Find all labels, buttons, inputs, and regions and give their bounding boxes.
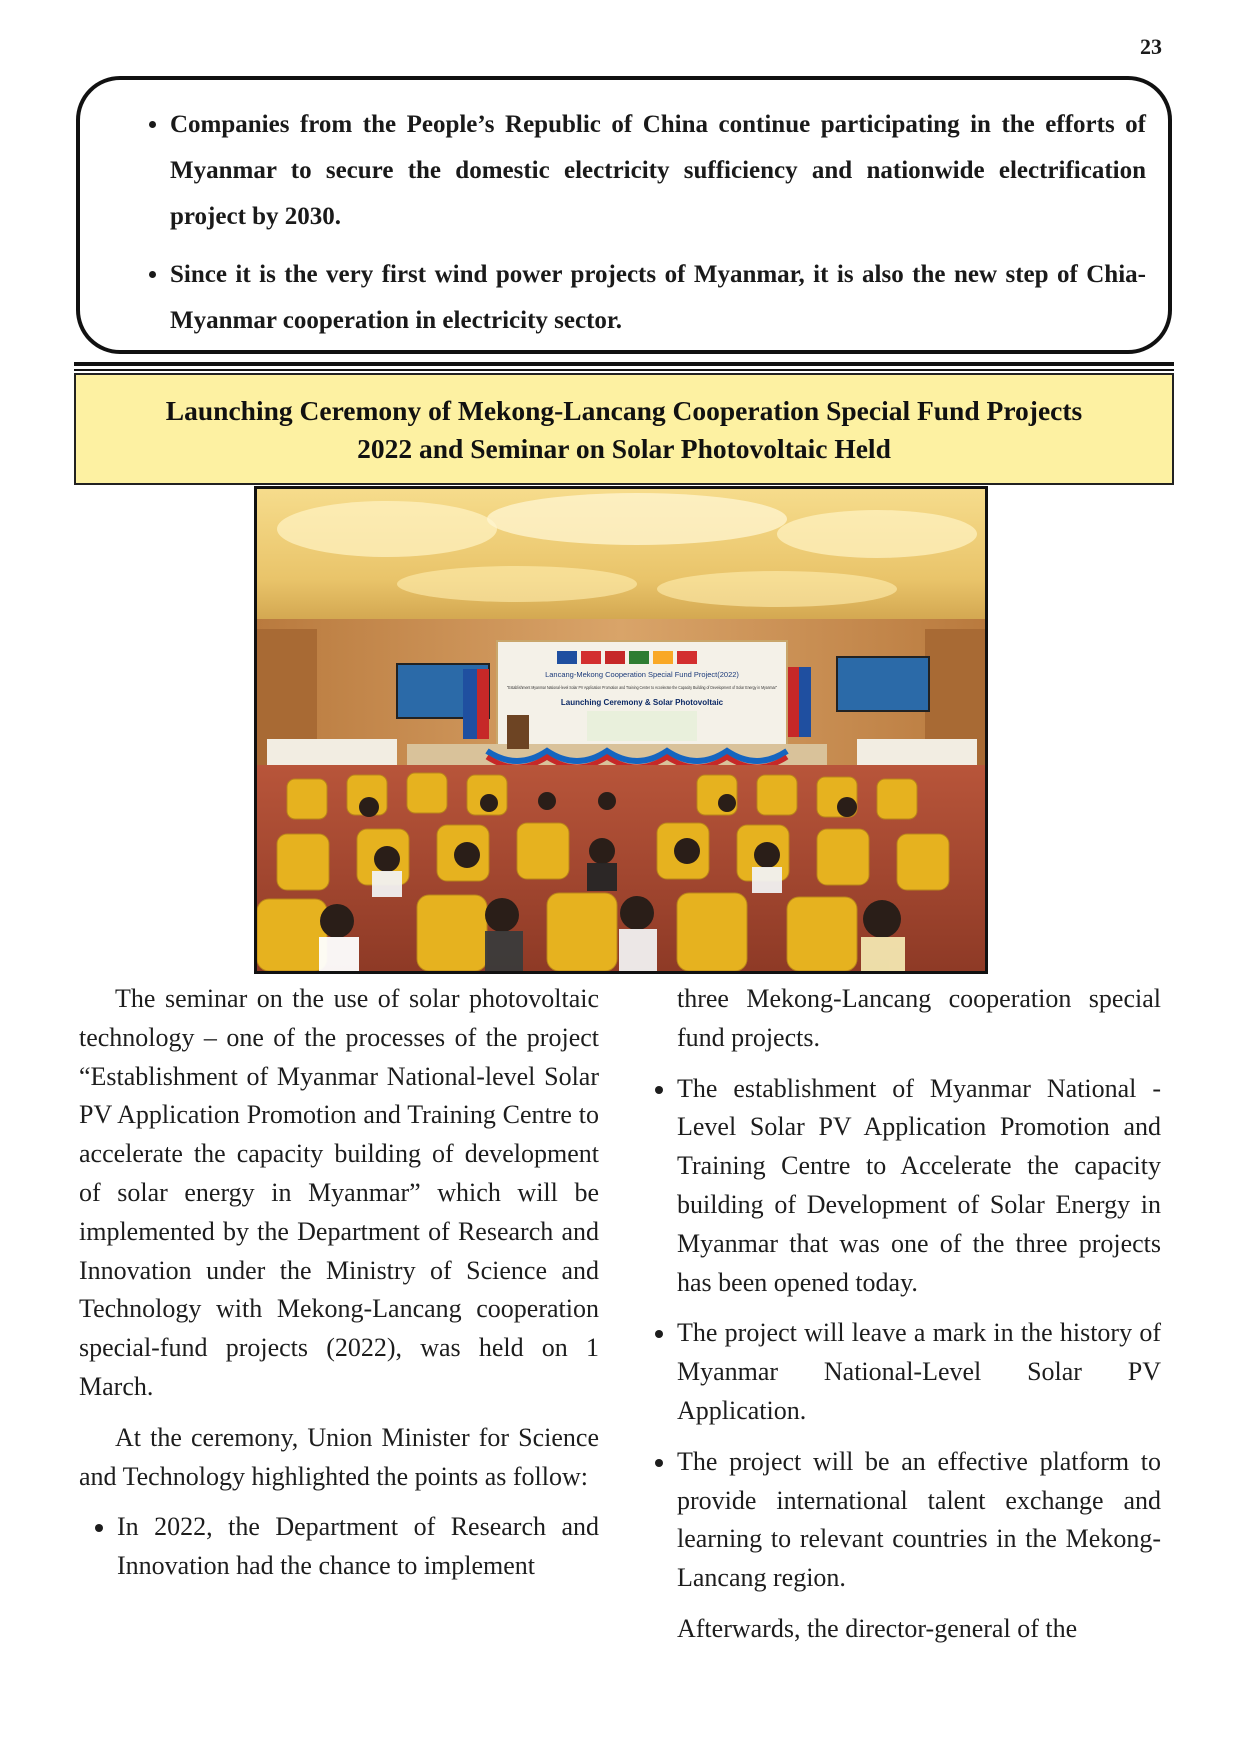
list-item: • In 2022, the Department of Research and Innovation had the chance to implement bbox=[117, 1508, 599, 1586]
article-paragraph: The seminar on the use of solar photovoltaic technology – one of the processes of the project “Establishment of Myanmar National-level Solar PV Application Promotion and Training Centre to accelerate the capacity building of development of solar energy in Myanmar” which will be implemented by the Department of Research and Innovation under the Ministry of Science and Technology with Mekong-Lancang cooperation special-fund projects (2022), was held on 1 March. bbox=[79, 984, 599, 1401]
banner-subtitle: "Establishment Myanmar National-level Solar PV Application Promotion and Training Center to Accelerate the Capacity Building of Development of Solar Energy in Myanmar" bbox=[507, 685, 778, 690]
podium bbox=[507, 715, 529, 749]
left-column bbox=[79, 980, 599, 1586]
divider bbox=[74, 369, 1174, 371]
highlight-list bbox=[130, 102, 1146, 344]
banner-flag bbox=[629, 651, 649, 664]
ceremony-photo-illustration bbox=[257, 489, 985, 971]
article-headline bbox=[74, 373, 1174, 485]
article-paragraph: Afterwards, the director-general of the bbox=[677, 1613, 1078, 1643]
page-number: 23 bbox=[1140, 34, 1162, 59]
chandelier bbox=[777, 510, 977, 558]
ceremony-photo bbox=[254, 486, 988, 974]
table bbox=[857, 739, 977, 765]
chandelier bbox=[657, 571, 897, 607]
list-item: • The project will leave a mark in the history of Myanmar National-Level Solar PV Application. bbox=[677, 1314, 1161, 1430]
highlight-box bbox=[76, 76, 1172, 354]
list-item: • The establishment of Myanmar National -Level Solar PV Application Promotion and Training Centre to Accelerate the capacity building of Development of Solar Energy in Myanmar that was one of the three projects has been opened today. bbox=[677, 1070, 1161, 1303]
divider bbox=[74, 362, 1174, 366]
chandelier bbox=[397, 566, 637, 602]
list-item-continuation: three Mekong-Lancang cooperation special fund projects. bbox=[677, 984, 1161, 1052]
highlight-point: • Since it is the very first wind power projects of Myanmar, it is also the new step of Chia-Myanmar cooperation in electricity sector. bbox=[170, 252, 1146, 344]
highlight-point: • Companies from the People’s Republic of China continue participating in the efforts of Myanmar to secure the domestic electricity sufficiency and nationwide electrification project by 2030. bbox=[170, 102, 1146, 240]
flag-stand bbox=[477, 669, 489, 739]
banner-flag bbox=[653, 651, 673, 664]
banner-main: Launching Ceremony & Solar Photovoltaic bbox=[560, 698, 724, 707]
headline-line: 2022 and Seminar on Solar Photovoltaic Held bbox=[357, 433, 891, 464]
article-paragraph: At the ceremony, Union Minister for Science and Technology highlighted the points as follow: bbox=[79, 1422, 599, 1491]
screen-right bbox=[837, 657, 929, 711]
flag-stand bbox=[799, 667, 811, 737]
right-column bbox=[639, 980, 1161, 1649]
banner-flag bbox=[605, 651, 625, 664]
chandelier bbox=[487, 493, 787, 545]
banner-graphic bbox=[587, 711, 697, 741]
list-item: • The project will be an effective platform to provide international talent exchange and learning to relevant countries in the Mekong-Lancang region. bbox=[677, 1443, 1161, 1598]
minister-points-list bbox=[639, 1070, 1161, 1598]
flag-stand bbox=[463, 669, 477, 739]
chandelier bbox=[277, 501, 497, 557]
banner-title: Lancang-Mekong Cooperation Special Fund Project(2022) bbox=[545, 670, 739, 679]
banner-flag bbox=[557, 651, 577, 664]
table bbox=[267, 739, 397, 765]
banner-flag bbox=[581, 651, 601, 664]
banner-flag bbox=[677, 651, 697, 664]
headline-line: Launching Ceremony of Mekong-Lancang Cooperation Special Fund Projects bbox=[165, 395, 1083, 426]
minister-points-list bbox=[79, 1508, 599, 1586]
